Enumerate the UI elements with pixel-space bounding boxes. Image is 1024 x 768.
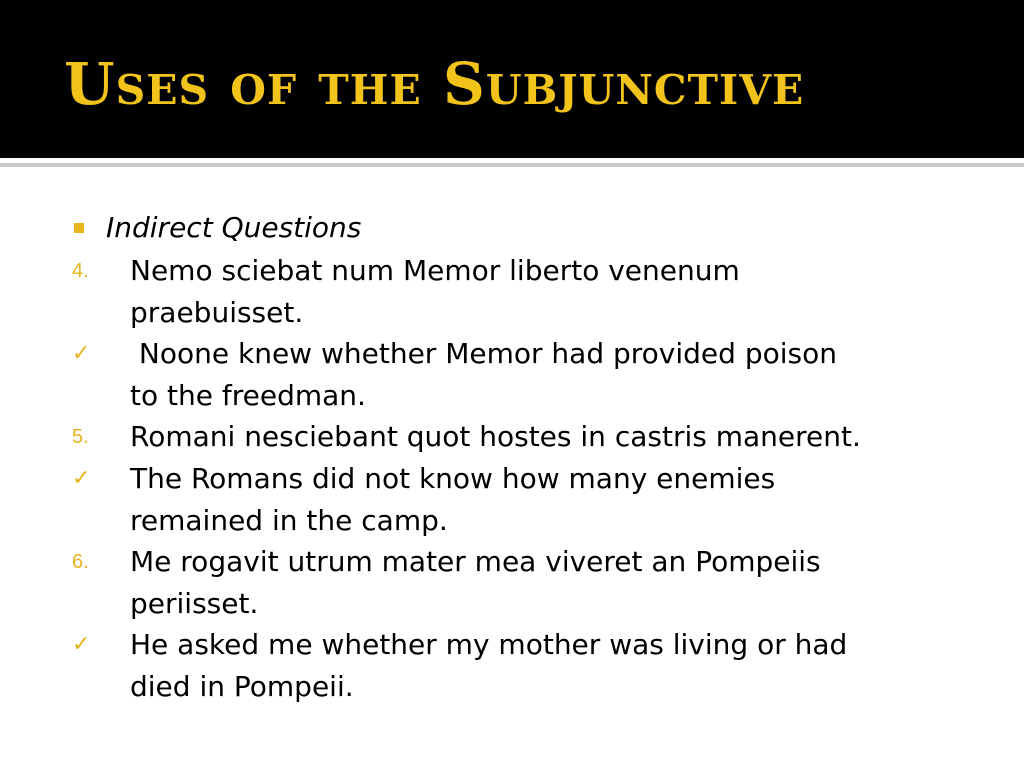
item-text: Nemo sciebat num Memor liberto venenum praebuisset. [130,254,740,329]
item-text: The Romans did not know how many enemies remained in the camp. [130,462,776,537]
item-text: Romani nesciebant quot hostes in castris manerent. [130,420,861,453]
square-bullet-icon [74,223,84,233]
slide-title: Uses of the Subjunctive [64,50,805,118]
bullet-heading: Indirect Questions [106,211,362,244]
item-number: 5. [72,426,89,448]
checkmark-icon: ✓ [72,341,91,366]
item-text: Noone knew whether Memor had provided poison to the freedman. [130,337,837,412]
item-number: 4. [72,260,89,282]
item-number: 6. [72,551,89,573]
checkmark-icon: ✓ [72,632,91,657]
checkmark-icon: ✓ [72,466,91,491]
item-text: Me rogavit utrum mater mea viveret an Pompeiis periisset. [130,545,821,620]
item-text: He asked me whether my mother was living or had died in Pompeii. [130,628,848,703]
